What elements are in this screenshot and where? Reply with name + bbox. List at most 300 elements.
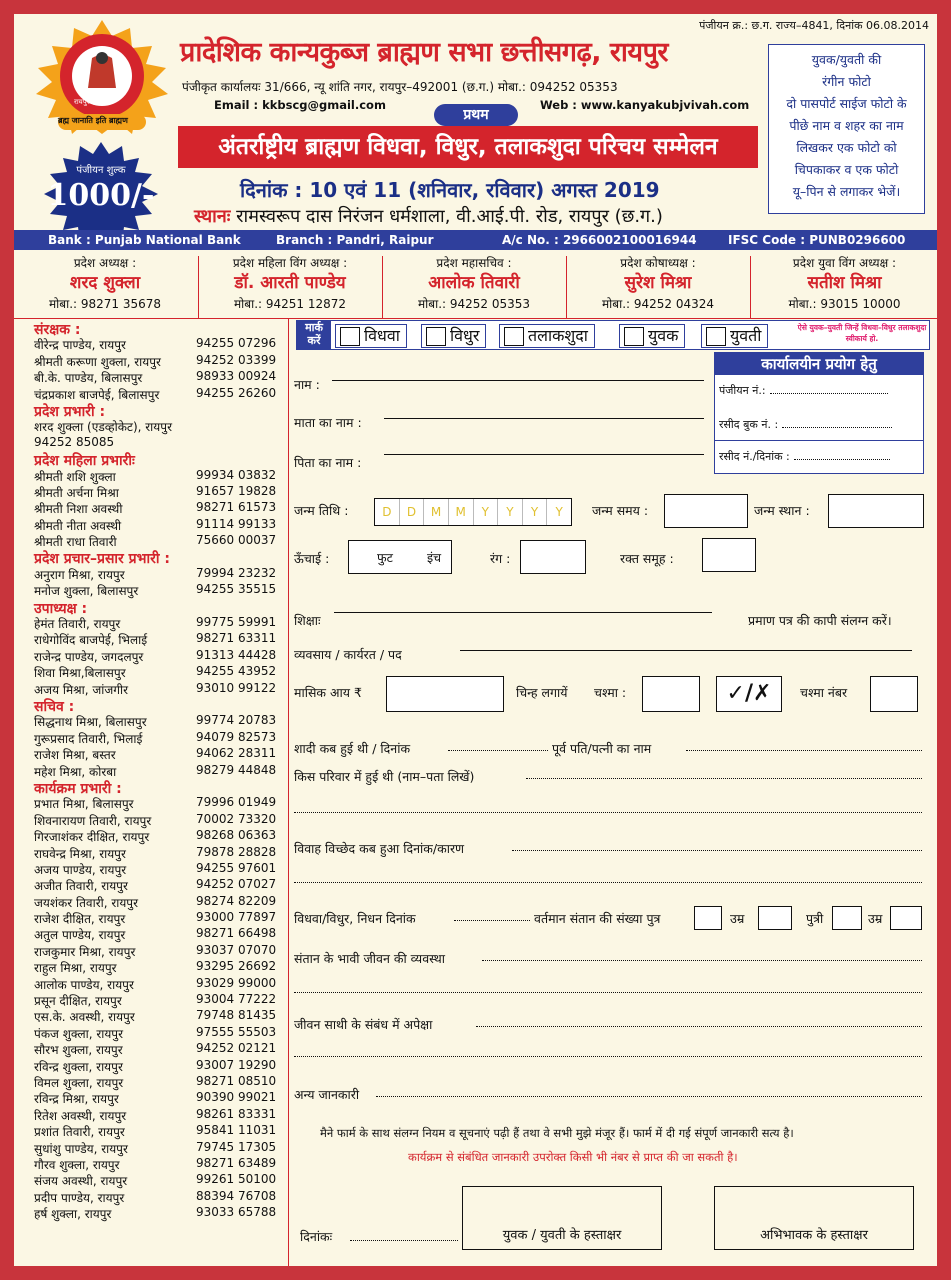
member-phone: 94255 35515 bbox=[196, 582, 277, 597]
member-row bbox=[14, 713, 286, 729]
member-row bbox=[14, 631, 286, 647]
member-name: सिद्धनाथ मिश्रा, बिलासपुर bbox=[34, 715, 147, 730]
education-label: शिक्षाः bbox=[294, 613, 321, 628]
date-cell: Y bbox=[523, 499, 548, 525]
logo-place: रायपुर (छ.ग.) bbox=[74, 98, 111, 106]
member-name: गौरव शुक्ला, रायपुर bbox=[34, 1157, 120, 1172]
account-number: A/c No. : 2966002100016944 bbox=[502, 233, 697, 247]
member-row bbox=[14, 992, 286, 1008]
father-name-label: पिता का नाम : bbox=[294, 455, 362, 470]
member-name: गिरजाशंकर दीक्षित, रायपुर bbox=[34, 830, 150, 845]
member-phone: 88394 76708 bbox=[196, 1188, 277, 1203]
field-label: रसीद नं./दिनांक : bbox=[719, 450, 790, 463]
member-phone: 93004 77222 bbox=[196, 992, 277, 1007]
date-cell: M bbox=[449, 499, 474, 525]
member-row bbox=[14, 1041, 286, 1057]
photo-note-line: यू–पिन से लगाकर भेजें। bbox=[792, 184, 901, 199]
option-male[interactable] bbox=[619, 324, 685, 348]
office-address: पंजीकृत कार्यालयः 31/666, न्यू शांति नगर, रायपुर–492001 (छ.ग.) मोबा.: 094252 05353 bbox=[182, 80, 618, 94]
member-row bbox=[14, 1123, 286, 1139]
officer-role: प्रदेश महासचिव : bbox=[436, 256, 512, 270]
widow-date-label: विधवा/विधुर, निधन दिनांक bbox=[294, 911, 416, 926]
member-row bbox=[14, 500, 286, 516]
member-name: शिवा मिश्रा,बिलासपुर bbox=[34, 666, 126, 681]
divider bbox=[566, 256, 567, 318]
officer-mobile: मोबा.: 94252 05353 bbox=[417, 297, 531, 311]
member-row bbox=[14, 435, 286, 451]
dob-label: जन्म तिथि : bbox=[294, 503, 349, 518]
member-row bbox=[14, 1008, 286, 1024]
fee-label: पंजीयन शुल्क bbox=[76, 165, 126, 176]
education-field[interactable] bbox=[334, 612, 712, 613]
family-label: किस परिवार में हुई थी (नाम–पता लिखें) bbox=[294, 769, 475, 784]
member-name: प्रदीप पाण्डेय, रायपुर bbox=[34, 1190, 125, 1205]
date-label: दिनांकः bbox=[300, 1229, 333, 1244]
birth-place-field[interactable] bbox=[828, 494, 924, 528]
member-row bbox=[14, 484, 286, 500]
member-phone: 94255 97601 bbox=[196, 860, 277, 875]
member-name: रितेश अवस्थी, रायपुर bbox=[34, 1108, 127, 1123]
office-book-no[interactable] bbox=[719, 417, 892, 432]
member-phone: 94252 02121 bbox=[196, 1041, 277, 1056]
member-row bbox=[14, 943, 286, 959]
website-address[interactable]: Web : www.kanyakubjvivah.com bbox=[540, 98, 750, 112]
member-phone: 79745 17305 bbox=[196, 1139, 277, 1154]
bank-name: Bank : Punjab National Bank bbox=[48, 233, 241, 247]
son-age-field[interactable] bbox=[758, 906, 792, 930]
children-future-field-extra[interactable] bbox=[294, 992, 922, 993]
previous-spouse-label: पूर्व पति/पत्नी का नाम bbox=[552, 741, 652, 756]
guardian-signature-label: अभिभावक के हस्ताक्षर bbox=[760, 1228, 868, 1243]
member-name: श्रीमती शशि शुक्ला bbox=[34, 469, 116, 484]
member-row bbox=[14, 664, 286, 680]
daughter-age-field[interactable] bbox=[890, 906, 922, 930]
officer-role: प्रदेश महिला विंग अध्यक्ष : bbox=[232, 256, 348, 270]
member-phone: 98271 63489 bbox=[196, 1155, 277, 1170]
checkbox[interactable] bbox=[504, 327, 524, 346]
divider bbox=[198, 256, 199, 318]
member-row bbox=[14, 910, 286, 926]
member-row bbox=[14, 1189, 286, 1205]
birth-time-field[interactable] bbox=[664, 494, 748, 528]
registration-form-page bbox=[14, 14, 937, 1266]
height-label: ऊँचाई : bbox=[294, 551, 330, 566]
event-venue bbox=[194, 204, 663, 228]
member-phone: 98279 44848 bbox=[196, 762, 277, 777]
officer-mobile: मोबा.: 94252 04324 bbox=[601, 297, 715, 311]
checkbox[interactable] bbox=[340, 327, 360, 346]
member-name: श्रीमती राधा तिवारी bbox=[34, 535, 117, 550]
member-row bbox=[14, 861, 286, 877]
officer-role: प्रदेश अध्यक्ष : bbox=[73, 256, 137, 270]
photo-note-line: लिखकर एक फोटो को bbox=[796, 140, 897, 155]
date-field[interactable] bbox=[350, 1240, 458, 1241]
field-label: पंजीयन नं.: bbox=[719, 384, 766, 397]
office-use-box bbox=[714, 352, 924, 474]
member-phone: 93010 99122 bbox=[196, 680, 277, 695]
divider bbox=[382, 256, 383, 318]
member-phone: 90390 99021 bbox=[196, 1090, 277, 1105]
photo-note-line: चिपकाकर व एक फोटो bbox=[794, 162, 899, 177]
registration-number: पंजीयन क्र.: छ.ग. राज्य–4841, दिनांक 06.08.2014 bbox=[699, 19, 929, 32]
venue-label: स्थानः bbox=[194, 206, 231, 227]
member-name: राधेगोविंद बाजपेई, भिलाई bbox=[34, 633, 148, 648]
marks-label: चिन्ह लगायें bbox=[516, 685, 568, 700]
member-phone: 98268 06363 bbox=[196, 828, 277, 843]
mother-name-field[interactable] bbox=[384, 418, 704, 419]
bank-details-bar bbox=[14, 230, 937, 250]
family-field[interactable] bbox=[526, 778, 922, 779]
member-name: 94252 85085 bbox=[34, 434, 115, 449]
checkbox[interactable] bbox=[706, 327, 726, 346]
complexion-field[interactable] bbox=[520, 540, 586, 574]
date-cell: Y bbox=[498, 499, 523, 525]
member-phone: 93029 99000 bbox=[196, 975, 277, 990]
birth-time-label: जन्म समय : bbox=[592, 503, 649, 518]
checkbox[interactable] bbox=[426, 327, 446, 346]
member-name: विमल शुक्ला, रायपुर bbox=[34, 1075, 124, 1090]
expectation-field[interactable] bbox=[476, 1026, 922, 1027]
member-phone: 94255 43952 bbox=[196, 664, 277, 679]
member-name: राजेश दीक्षित, रायपुर bbox=[34, 912, 126, 927]
member-row bbox=[14, 959, 286, 975]
member-phone: 79994 23232 bbox=[196, 565, 277, 580]
member-row bbox=[14, 795, 286, 811]
member-phone: 94252 03399 bbox=[196, 352, 277, 367]
officer-women-wing-president bbox=[200, 254, 380, 318]
daughter-count-field[interactable] bbox=[832, 906, 862, 930]
daughter-label: पुत्री bbox=[806, 911, 824, 926]
member-phone: 93295 26692 bbox=[196, 959, 277, 974]
photo-note-line: युवक/युवती की bbox=[811, 52, 882, 67]
option-label: युवक bbox=[648, 326, 679, 345]
member-phone: 94252 07027 bbox=[196, 877, 277, 892]
member-phone: 70002 73320 bbox=[196, 811, 277, 826]
member-row bbox=[14, 812, 286, 828]
member-phone: 79996 01949 bbox=[196, 795, 277, 810]
mother-name-label: माता का नाम : bbox=[294, 415, 362, 430]
member-row bbox=[14, 648, 286, 664]
member-name: राहुल मिश्रा, रायपुर bbox=[34, 961, 117, 976]
blood-group-label: रक्त समूह : bbox=[620, 551, 674, 566]
member-name: श्रीमती नीता अवस्थी bbox=[34, 518, 122, 533]
expectation-field-extra[interactable] bbox=[294, 1056, 922, 1057]
option-label: युवती bbox=[730, 326, 762, 345]
member-phone: 91313 44428 bbox=[196, 647, 277, 662]
member-name: मनोज शुक्ला, बिलासपुर bbox=[34, 584, 139, 599]
member-row bbox=[14, 1156, 286, 1172]
event-date: दिनांक : 10 एवं 11 (शनिवार, रविवार) अगस्त 2019 bbox=[240, 178, 660, 202]
date-cell: M bbox=[424, 499, 449, 525]
other-info-field[interactable] bbox=[376, 1096, 922, 1097]
member-phone: 94062 28311 bbox=[196, 746, 277, 761]
member-row bbox=[14, 1107, 286, 1123]
member-row bbox=[14, 681, 286, 697]
checkbox[interactable] bbox=[624, 327, 644, 346]
member-row bbox=[14, 566, 286, 582]
member-row bbox=[14, 730, 286, 746]
member-name: गुरूप्रसाद तिवारी, भिलाई bbox=[34, 731, 143, 746]
member-name: शिवनारायण तिवारी, रायपुर bbox=[34, 813, 152, 828]
member-phone: 91657 19828 bbox=[196, 483, 277, 498]
member-row bbox=[14, 828, 286, 844]
feet-label: फुट bbox=[377, 550, 393, 565]
logo-motto: ब्रह्म जानाति इति ब्राह्मण bbox=[58, 116, 128, 125]
income-label: मासिक आय ₹ bbox=[294, 685, 362, 700]
officer-treasurer bbox=[568, 254, 748, 318]
son-count-field[interactable] bbox=[694, 906, 722, 930]
option-label: विधुर bbox=[450, 326, 480, 345]
marks-field[interactable] bbox=[642, 676, 700, 712]
member-row bbox=[14, 877, 286, 893]
member-row bbox=[14, 582, 286, 598]
member-name: महेश मिश्रा, कोरबा bbox=[34, 764, 117, 779]
member-phone: 91114 99133 bbox=[196, 516, 277, 531]
ifsc-code: IFSC Code : PUNB0296600 bbox=[728, 233, 906, 247]
member-phone: 94079 82573 bbox=[196, 729, 277, 744]
certificate-note: प्रमाण पत्र की कापी संलग्न करें। bbox=[748, 613, 892, 628]
mark-label-line: मार्क bbox=[305, 321, 323, 334]
spectacles-number-label: चश्मा नंबर bbox=[800, 685, 848, 700]
officer-role: प्रदेश कोषाध्यक्ष : bbox=[620, 256, 696, 270]
category-mark-row bbox=[296, 320, 930, 350]
member-name: शरद शुक्ला (एडव्होकेट), रायपुर bbox=[34, 420, 172, 435]
divider bbox=[14, 318, 937, 319]
member-row bbox=[14, 418, 286, 434]
member-row bbox=[14, 1058, 286, 1074]
member-phone: 98271 63311 bbox=[196, 631, 277, 646]
member-name: पंकज शुक्ला, रायपुर bbox=[34, 1026, 124, 1041]
member-row bbox=[14, 353, 286, 369]
spectacles-tick-cross[interactable]: ✓/✗ bbox=[716, 676, 782, 712]
photo-note-line: पीछे नाम व शहर का नाम bbox=[789, 118, 904, 133]
member-phone: 93037 07070 bbox=[196, 942, 277, 957]
option-widow[interactable] bbox=[335, 324, 407, 348]
member-phone: 98261 83331 bbox=[196, 1106, 277, 1121]
officer-name: डॉ. आरती पाण्डेय bbox=[234, 273, 346, 293]
expectation-label: जीवन साथी के संबंध में अपेक्षा bbox=[294, 1017, 433, 1032]
photo-note-line: दो पासपोर्ट साईज फोटो के bbox=[786, 96, 907, 111]
office-receipt-no[interactable] bbox=[719, 449, 890, 464]
member-name: रविन्द्र शुक्ला, रायपुर bbox=[34, 1059, 123, 1074]
field-label: रसीद बुक नं. : bbox=[719, 418, 779, 431]
member-name: अजय पाण्डेय, रायपुर bbox=[34, 862, 127, 877]
marriage-date-field[interactable] bbox=[448, 750, 548, 751]
fee-amount: 1000/- bbox=[47, 178, 155, 213]
member-name: बी.के. पाण्डेय, बिलासपुर bbox=[34, 371, 143, 386]
member-row bbox=[14, 926, 286, 942]
member-name: अजीत तिवारी, रायपुर bbox=[34, 879, 128, 894]
member-name: संजय अवस्थी, रायपुर bbox=[34, 1174, 128, 1189]
member-name: सौरभ शुक्ला, रायपुर bbox=[34, 1043, 123, 1058]
daughter-age-label: उम्र bbox=[868, 911, 883, 926]
member-phone: 93033 65788 bbox=[196, 1205, 277, 1220]
candidate-signature-label: युवक / युवती के हस्ताक्षर bbox=[502, 1228, 622, 1243]
spectacles-label: चश्मा : bbox=[594, 685, 627, 700]
family-field-extra[interactable] bbox=[294, 812, 922, 813]
member-row bbox=[14, 976, 286, 992]
member-row bbox=[14, 336, 286, 352]
dob-field[interactable] bbox=[374, 498, 572, 526]
date-cell: Y bbox=[555, 505, 563, 519]
spectacles-number-field[interactable] bbox=[870, 676, 918, 712]
member-name: अनुराग मिश्रा, रायपुर bbox=[34, 567, 125, 582]
member-name: प्रभात मिश्रा, बिलासपुर bbox=[34, 797, 134, 812]
profession-label: व्यवसाय / कार्यरत / पद bbox=[294, 647, 402, 662]
member-row bbox=[14, 369, 286, 385]
date-cell: Y bbox=[474, 499, 499, 525]
member-phone: 93000 77897 bbox=[196, 910, 277, 925]
member-name: प्रशांत तिवारी, रायपुर bbox=[34, 1125, 125, 1140]
member-phone: 97555 55503 bbox=[196, 1024, 277, 1039]
divorce-field-extra[interactable] bbox=[294, 882, 922, 883]
member-row bbox=[14, 533, 286, 549]
member-name: वीरेन्द्र पाण्डेय, रायपुर bbox=[34, 338, 126, 353]
father-name-field[interactable] bbox=[384, 454, 704, 455]
member-name: आलोक पाण्डेय, रायपुर bbox=[34, 977, 134, 992]
officer-youth-wing-president bbox=[752, 254, 937, 318]
member-name: एस.के. अवस्थी, रायपुर bbox=[34, 1010, 135, 1025]
officer-mobile: मोबा.: 94251 12872 bbox=[233, 297, 347, 311]
event-title-banner: अंतर्राष्ट्रीय ब्राह्मण विधवा, विधुर, तलाकशुदा परिचय सम्मेलन bbox=[178, 126, 758, 168]
member-phone: 98274 82209 bbox=[196, 893, 277, 908]
member-phone: 79878 28828 bbox=[196, 844, 277, 859]
member-row bbox=[14, 1090, 286, 1106]
officer-president bbox=[14, 254, 196, 318]
inch-label: इंच bbox=[427, 550, 442, 565]
option-female[interactable] bbox=[701, 324, 768, 348]
member-phone: 95841 11031 bbox=[196, 1123, 277, 1138]
member-name: रविन्द्र मिश्रा, रायपुर bbox=[34, 1092, 119, 1107]
member-group-heading: संरक्षक : bbox=[34, 322, 81, 338]
member-row bbox=[14, 1074, 286, 1090]
officer-mobile: मोबा.: 93015 10000 bbox=[788, 297, 901, 311]
member-phone: 94255 26260 bbox=[196, 385, 277, 400]
children-future-field[interactable] bbox=[482, 960, 922, 961]
member-row bbox=[14, 1205, 286, 1221]
children-count-label: वर्तमान संतान की संख्या पुत्र bbox=[534, 911, 661, 926]
name-label: नाम : bbox=[294, 377, 320, 392]
member-row bbox=[14, 615, 286, 631]
date-cell: D bbox=[400, 499, 425, 525]
complexion-label: रंग : bbox=[490, 551, 511, 566]
officer-name: सतीश मिश्रा bbox=[807, 273, 882, 293]
option-label: विधवा bbox=[364, 326, 400, 345]
other-info-label: अन्य जानकारी bbox=[294, 1087, 360, 1102]
height-field[interactable] bbox=[348, 540, 452, 574]
member-name: राजेन्द्र पाण्डेय, जगदलपुर bbox=[34, 649, 144, 664]
date-cell: D bbox=[375, 499, 400, 525]
member-name: राजकुमार मिश्रा, रायपुर bbox=[34, 944, 136, 959]
member-name: राघवेन्द्र मिश्रा, रायपुर bbox=[34, 846, 126, 861]
member-name: हेमंत तिवारी, रायपुर bbox=[34, 617, 121, 632]
member-name: हर्ष शुक्ला, रायपुर bbox=[34, 1207, 112, 1222]
member-phone: 93007 19290 bbox=[196, 1057, 277, 1072]
member-phone: 98271 08510 bbox=[196, 1073, 277, 1088]
officer-name: आलोक तिवारी bbox=[428, 273, 520, 293]
member-name: अजय मिश्रा, जांजगीर bbox=[34, 682, 129, 697]
officer-name: सुरेश मिश्रा bbox=[624, 273, 692, 293]
blood-group-field[interactable] bbox=[702, 538, 756, 572]
mark-label bbox=[297, 321, 331, 349]
option-label: तलाकशुदा bbox=[528, 326, 588, 345]
email-address[interactable]: Email : kkbscg@gmail.com bbox=[214, 98, 386, 112]
member-group-heading: सचिव : bbox=[34, 698, 75, 715]
venue-text: रामस्वरूप दास निरंजन धर्मशाला, वी.आई.पी. रोड, रायपुर (छ.ग.) bbox=[236, 206, 663, 227]
member-row bbox=[14, 763, 286, 779]
member-group-heading: उपाध्यक्ष : bbox=[34, 600, 88, 617]
member-name: जयशंकर तिवारी, रायपुर bbox=[34, 895, 139, 910]
organization-title: प्रादेशिक कान्यकुब्ज ब्राह्मण सभा छत्तीसगढ़, रायपुर bbox=[180, 37, 668, 68]
consent-text: कार्यक्रम से संबंधित जानकारी उपरोक्त किसी भी नंबर से प्राप्त की जा सकती है। bbox=[408, 1150, 738, 1164]
widow-date-field[interactable] bbox=[454, 920, 530, 921]
birth-place-label: जन्म स्थान : bbox=[754, 503, 810, 518]
option-widower[interactable] bbox=[421, 324, 486, 348]
member-group-heading: कार्यक्रम प्रभारी : bbox=[34, 780, 122, 797]
first-edition-badge: प्रथम bbox=[434, 104, 518, 126]
officer-name: शरद शुक्ला bbox=[69, 273, 141, 293]
member-name: राजेश मिश्रा, बस्तर bbox=[34, 748, 116, 763]
member-phone: 99774 20783 bbox=[196, 713, 277, 728]
income-field[interactable] bbox=[386, 676, 504, 712]
officer-mobile: मोबा.: 98271 35678 bbox=[48, 297, 162, 311]
member-phone: 99775 59991 bbox=[196, 615, 277, 630]
divider bbox=[288, 318, 289, 1266]
previous-spouse-field[interactable] bbox=[686, 750, 922, 751]
son-age-label: उम्र bbox=[730, 911, 745, 926]
member-name: अतुल पाण्डेय, रायपुर bbox=[34, 928, 126, 943]
children-future-label: संतान के भावी जीवन की व्यवस्था bbox=[294, 951, 445, 966]
member-row bbox=[14, 1172, 286, 1188]
mark-note: ऐसे युवक–युवती जिन्हें विधवा–विधुर तलाकशुदा स्वीकार्य हो. bbox=[797, 323, 927, 343]
member-name: प्रसून दीक्षित, रायपुर bbox=[34, 994, 122, 1009]
member-name: चंद्रप्रकाश बाजपेई, बिलासपुर bbox=[34, 387, 160, 402]
divorce-label: विवाह विच्छेद कब हुआ दिनांक/कारण bbox=[294, 841, 465, 856]
guardian-signature-box[interactable] bbox=[714, 1186, 914, 1250]
photo-note-line: रंगीन फोटो bbox=[822, 74, 871, 89]
officer-role: प्रदेश युवा विंग अध्यक्ष : bbox=[792, 256, 897, 270]
member-phone: 79748 81435 bbox=[196, 1008, 277, 1023]
candidate-signature-box[interactable] bbox=[462, 1186, 662, 1250]
mark-label-line: करें bbox=[307, 334, 321, 347]
member-row bbox=[14, 386, 286, 402]
declaration-text: मैने फार्म के साथ संलग्न नियम व सूचनाएं पढ़ी हैं तथा वे सभी मुझे मंजूर हैं। फार्म में दी गई संपूर्ण जानकारी सत्य है। bbox=[320, 1126, 794, 1140]
photo-instruction-box bbox=[768, 44, 925, 214]
member-row bbox=[14, 468, 286, 484]
member-row bbox=[14, 746, 286, 762]
member-phone: 98271 66498 bbox=[196, 926, 277, 941]
profession-field[interactable] bbox=[460, 650, 912, 651]
member-row bbox=[14, 1025, 286, 1041]
name-field[interactable] bbox=[332, 380, 704, 381]
office-use-title: कार्यालयीन प्रयोग हेतु bbox=[715, 353, 923, 375]
member-phone: 98271 61573 bbox=[196, 500, 277, 515]
member-phone: 94255 07296 bbox=[196, 336, 277, 351]
office-reg-no[interactable] bbox=[719, 383, 888, 398]
member-row bbox=[14, 894, 286, 910]
member-row bbox=[14, 845, 286, 861]
member-phone: 99934 03832 bbox=[196, 467, 277, 482]
option-divorced[interactable] bbox=[499, 324, 595, 348]
divider bbox=[750, 256, 751, 318]
member-name: श्रीमती निशा अवस्थी bbox=[34, 502, 123, 517]
member-name: सुधांशु पाण्डेय, रायपुर bbox=[34, 1141, 128, 1156]
member-name: श्रीमती अर्चना मिश्रा bbox=[34, 485, 119, 500]
member-group-heading: प्रदेश प्रचार–प्रसार प्रभारी : bbox=[34, 551, 170, 568]
officer-general-secretary bbox=[384, 254, 564, 318]
member-phone: 98933 00924 bbox=[196, 369, 277, 384]
divorce-field[interactable] bbox=[512, 850, 922, 851]
